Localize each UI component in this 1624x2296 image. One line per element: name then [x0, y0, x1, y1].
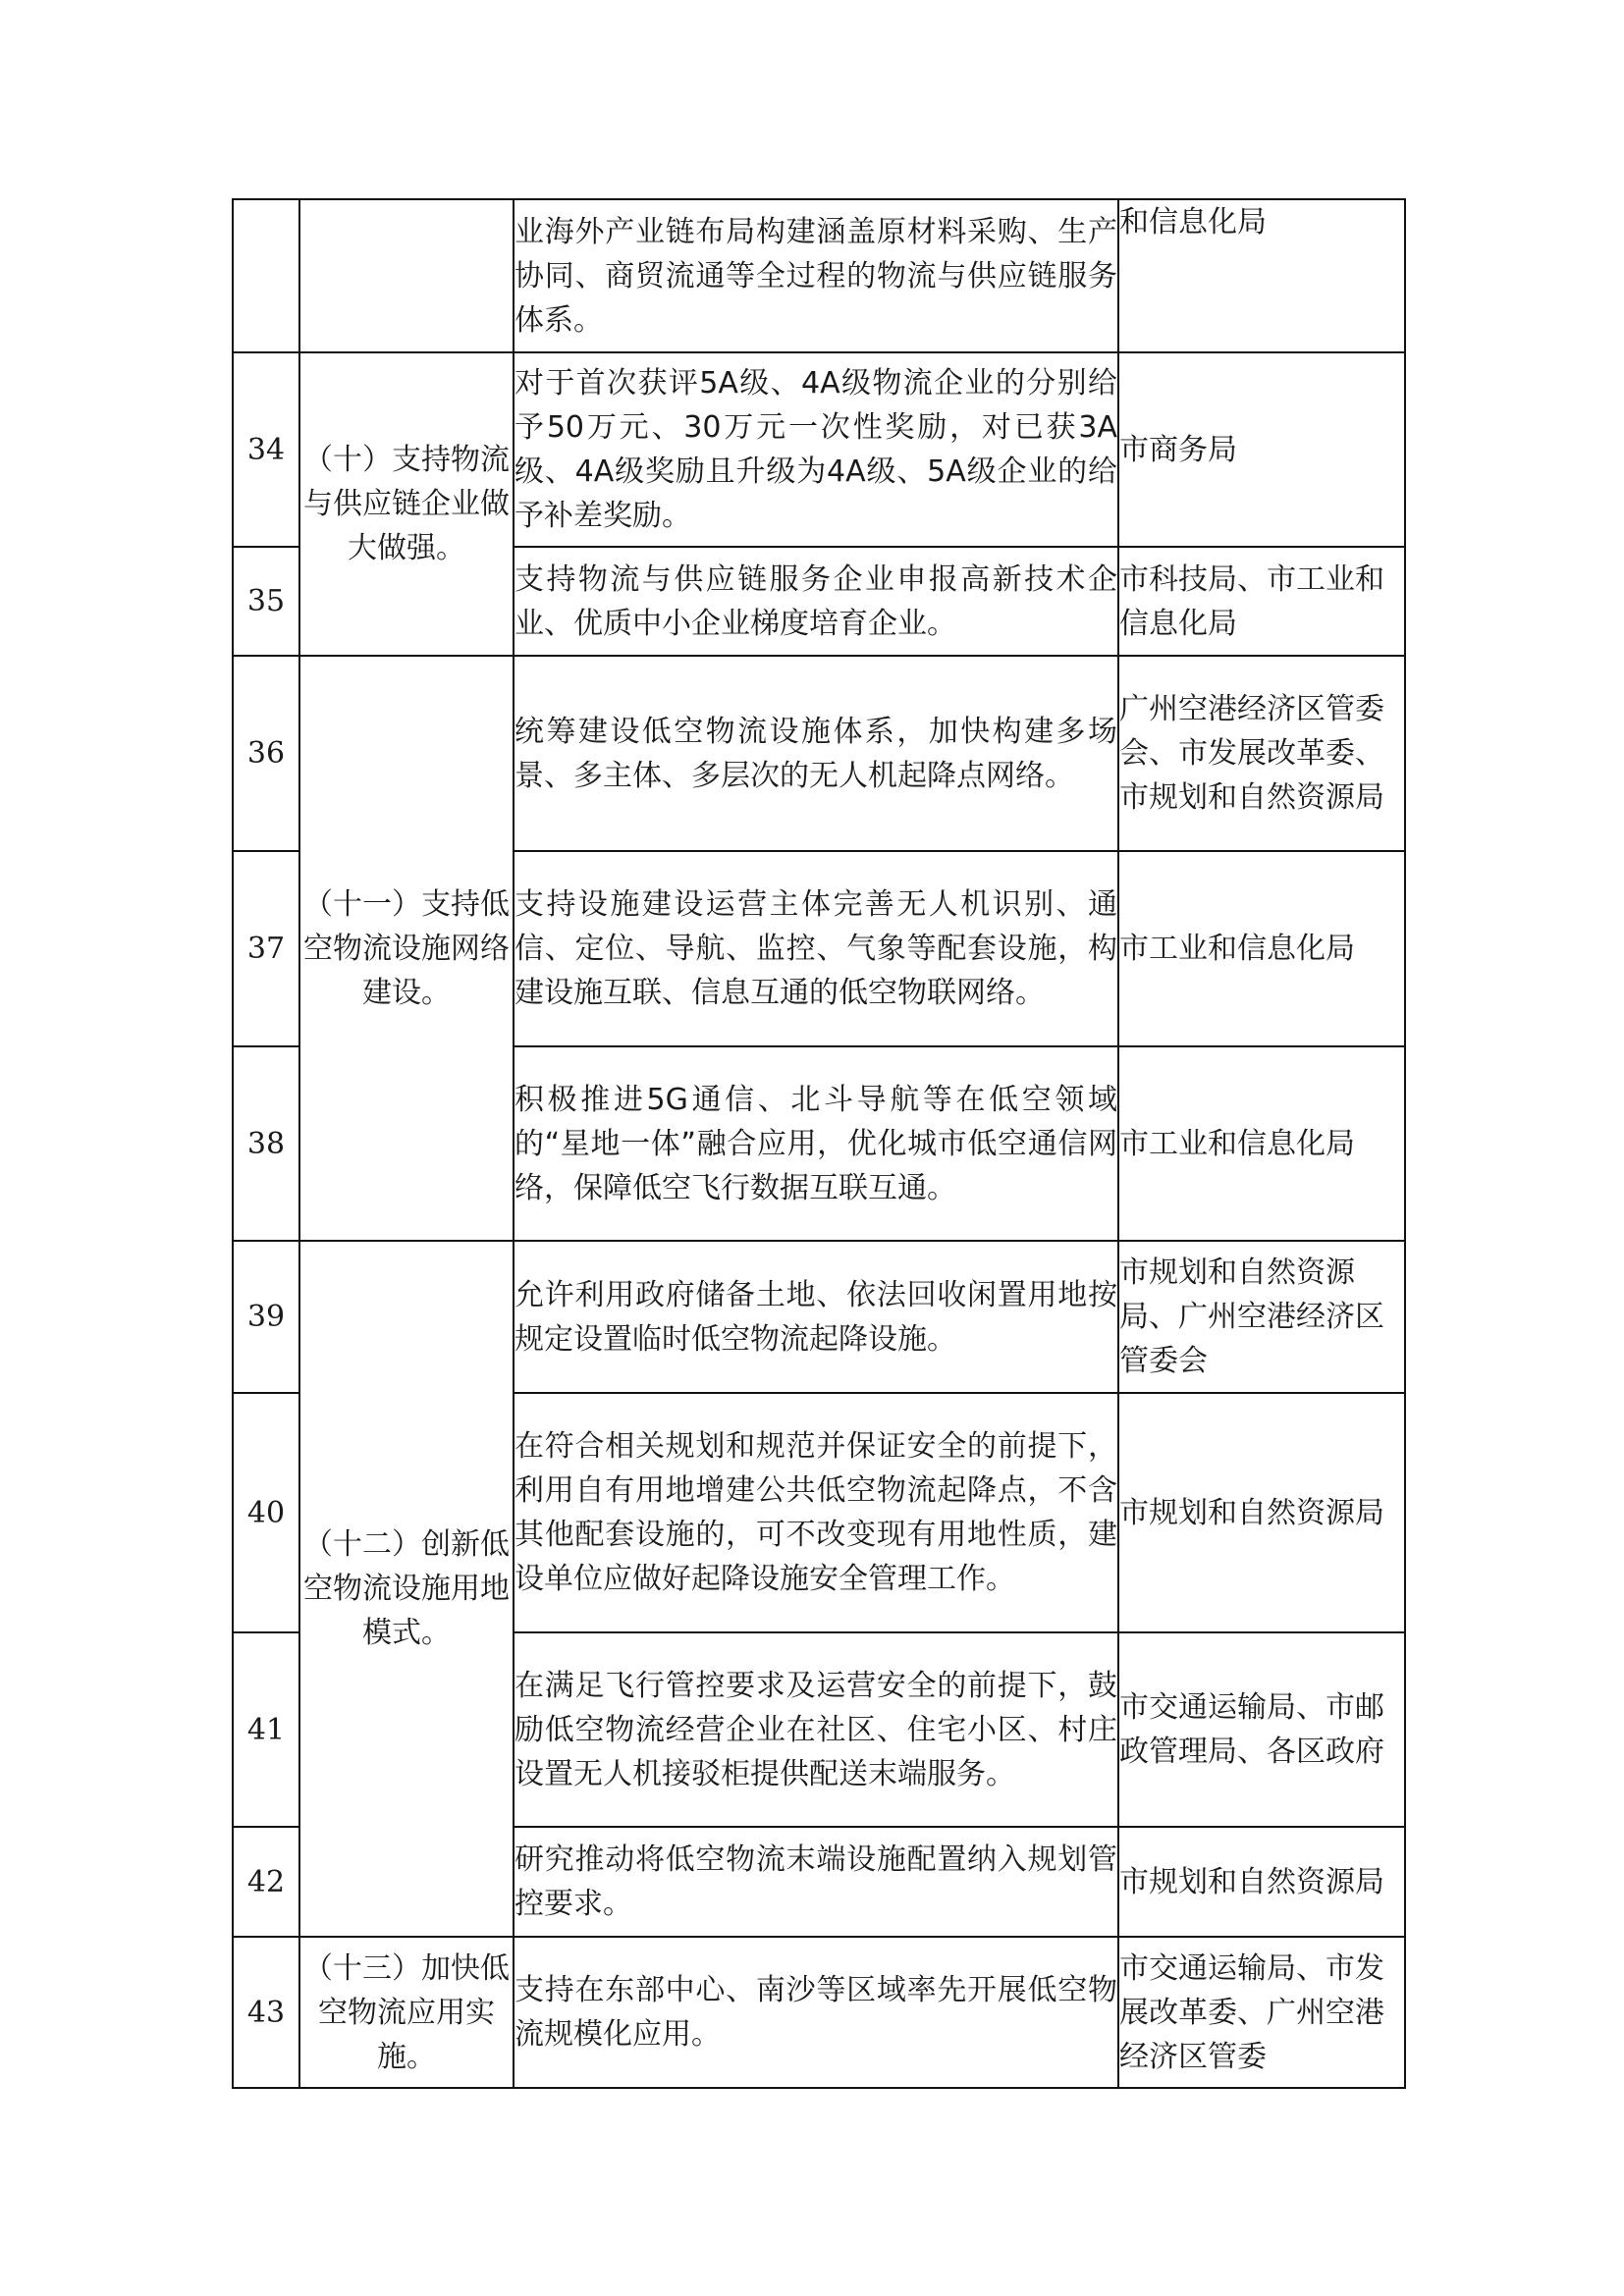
- task-cell: 允许利用政府储备土地、依法回收闲置用地按规定设置临时低空物流起降设施。: [514, 1241, 1118, 1393]
- table-row: [233, 1937, 1405, 2088]
- table-row: [233, 199, 1405, 352]
- department-cell: 市科技局、市工业和信息化局: [1118, 547, 1405, 656]
- task-cell: 在满足飞行管控要求及运营安全的前提下，鼓励低空物流经营企业在社区、住宅小区、村庄设置无人机接驳柜提供配送末端服务。: [514, 1632, 1118, 1827]
- table-row: [233, 352, 1405, 547]
- row-number: 36: [233, 656, 299, 851]
- table-row: [233, 1241, 1405, 1393]
- task-cell: 支持在东部中心、南沙等区域率先开展低空物流规模化应用。: [514, 1937, 1118, 2088]
- task-cell: 统筹建设低空物流设施体系，加快构建多场景、多主体、多层次的无人机起降点网络。: [514, 656, 1118, 851]
- category-cell: （十一）支持低空物流设施网络建设。: [299, 656, 514, 1241]
- department-cell: 市商务局: [1118, 352, 1405, 547]
- row-number: 42: [233, 1827, 299, 1937]
- department-cell: 市规划和自然资源局、广州空港经济区管委会: [1118, 1241, 1405, 1393]
- row-number: 43: [233, 1937, 299, 2088]
- department-cell: 广州空港经济区管委会、市发展改革委、市规划和自然资源局: [1118, 656, 1405, 851]
- row-number: 34: [233, 352, 299, 547]
- category-cell: （十三）加快低空物流应用实施。: [299, 1937, 514, 2088]
- row-number: 40: [233, 1393, 299, 1632]
- department-cell: 市交通运输局、市发展改革委、广州空港经济区管委: [1118, 1937, 1405, 2088]
- row-number: 37: [233, 851, 299, 1046]
- policy-table: [232, 198, 1406, 2089]
- category-cell: （十二）创新低空物流设施用地模式。: [299, 1241, 514, 1937]
- department-cell: 市工业和信息化局: [1118, 851, 1405, 1046]
- task-cell: 积极推进5G通信、北斗导航等在低空领域的“星地一体”融合应用，优化城市低空通信网络，保障低空飞行数据互联互通。: [514, 1046, 1118, 1241]
- row-number: 39: [233, 1241, 299, 1393]
- row-number: [233, 199, 299, 352]
- category-cell: （十）支持物流与供应链企业做大做强。: [299, 352, 514, 656]
- department-cell: 市工业和信息化局: [1118, 1046, 1405, 1241]
- row-number: 35: [233, 547, 299, 656]
- task-cell: 研究推动将低空物流末端设施配置纳入规划管控要求。: [514, 1827, 1118, 1937]
- department-cell: 和信息化局: [1118, 199, 1405, 352]
- department-cell: 市规划和自然资源局: [1118, 1827, 1405, 1937]
- category-cell: [299, 199, 514, 352]
- task-cell: 支持物流与供应链服务企业申报高新技术企业、优质中小企业梯度培育企业。: [514, 547, 1118, 656]
- department-cell: 市规划和自然资源局: [1118, 1393, 1405, 1632]
- task-cell: 支持设施建设运营主体完善无人机识别、通信、定位、导航、监控、气象等配套设施，构建设施互联、信息互通的低空物联网络。: [514, 851, 1118, 1046]
- department-cell: 市交通运输局、市邮政管理局、各区政府: [1118, 1632, 1405, 1827]
- row-number: 38: [233, 1046, 299, 1241]
- task-cell: 对于首次获评5A级、4A级物流企业的分别给予50万元、30万元一次性奖励，对已获3A级、4A级奖励且升级为4A级、5A级企业的给予补差奖励。: [514, 352, 1118, 547]
- task-cell: 业海外产业链布局构建涵盖原材料采购、生产协同、商贸流通等全过程的物流与供应链服务体系。: [514, 199, 1118, 352]
- task-cell: 在符合相关规划和规范并保证安全的前提下，利用自有用地增建公共低空物流起降点，不含其他配套设施的，可不改变现有用地性质，建设单位应做好起降设施安全管理工作。: [514, 1393, 1118, 1632]
- row-number: 41: [233, 1632, 299, 1827]
- table-row: [233, 656, 1405, 851]
